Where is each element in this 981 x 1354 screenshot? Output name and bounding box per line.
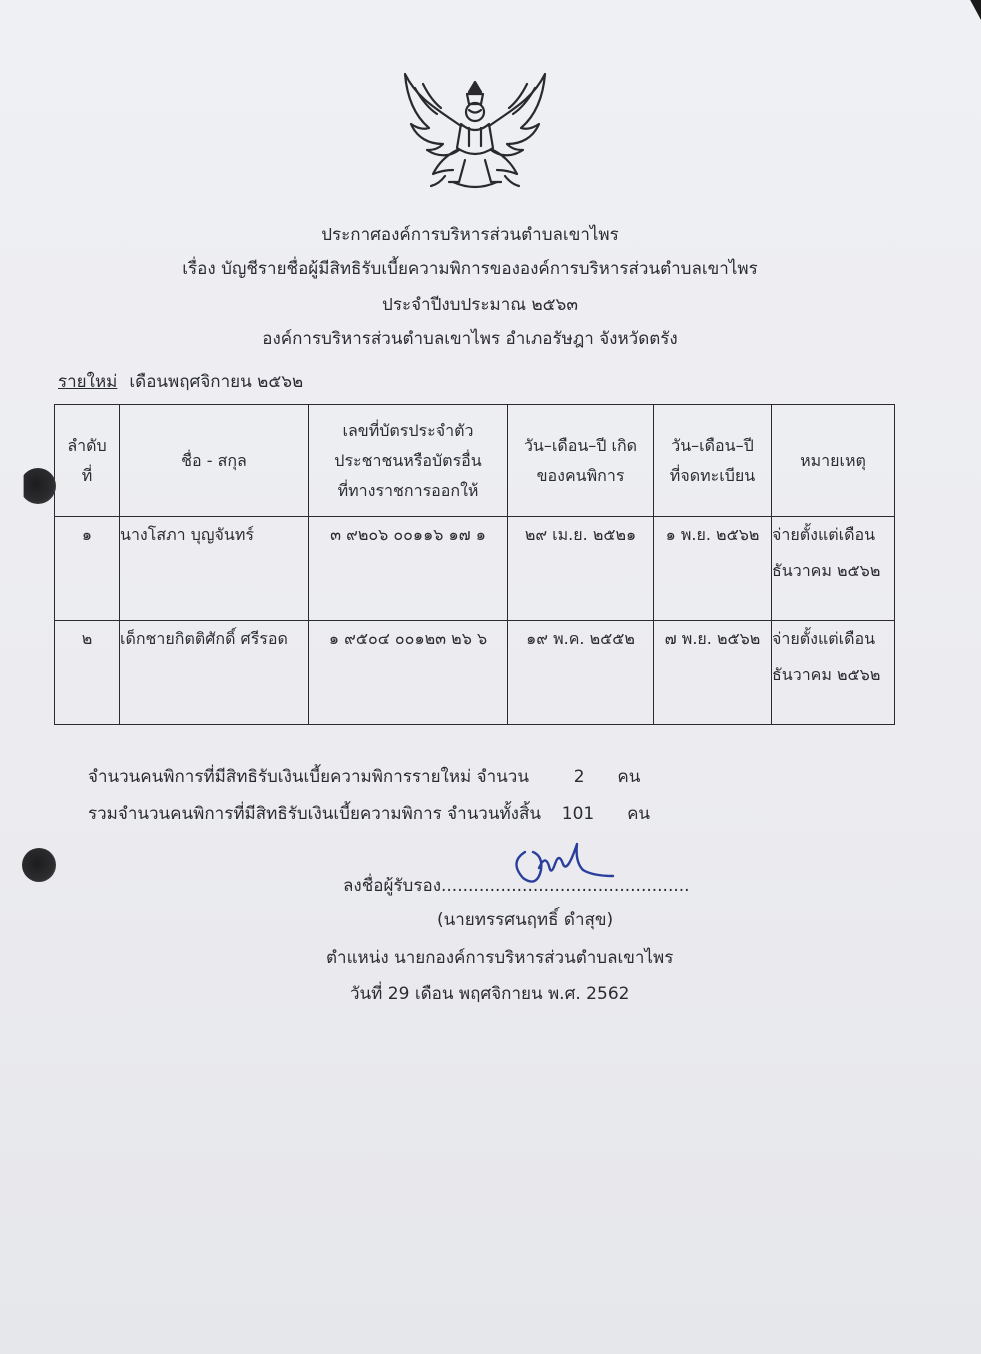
row-registered: ๑ พ.ย. ๒๕๖๒ [654, 517, 772, 621]
beneficiary-table [54, 404, 895, 725]
row-no: ๑ [55, 517, 120, 621]
signed-date: วันที่ 29 เดือน พฤศจิกายน พ.ศ. 2562 [350, 984, 630, 1004]
row-remark: จ่ายตั้งแต่เดือน ธันวาคม ๒๕๖๒ [772, 621, 895, 725]
row-remark: จ่ายตั้งแต่เดือน ธันวาคม ๒๕๖๒ [772, 517, 895, 621]
header-registered: วัน–เดือน–ปี ที่จดทะเบียน [654, 405, 772, 517]
row-name: เด็กชายกิตติศักดิ์ ศรีรอด [120, 621, 309, 725]
table-header-row [55, 405, 895, 517]
page-corner [963, 0, 981, 20]
signer-name: (นายทรรศนฤทธิ์ ดำสุข) [437, 910, 614, 930]
header-birth: วัน–เดือน–ปี เกิด ของคนพิการ [508, 405, 654, 517]
new-count-line: จำนวนคนพิการที่มีสิทธิรับเงินเบี้ยความพิการรายใหม่ จำนวน 2 คน [88, 767, 641, 787]
table-row [55, 517, 895, 621]
row-birth: ๒๙ เม.ย. ๒๕๒๑ [508, 517, 654, 621]
signer-position: ตำแหน่ง นายกองค์การบริหารส่วนตำบลเขาไพร [326, 948, 674, 968]
new-list-label: รายใหม่ [58, 372, 118, 392]
header-name: ชื่อ - สกุล [120, 405, 309, 517]
total-count: 101 [561, 804, 595, 824]
list-month: เดือนพฤศจิกายน ๒๕๖๒ [129, 372, 304, 392]
table-row [55, 621, 895, 725]
punch-hole [22, 848, 56, 882]
row-id: ๑ ๙๕๐๔ ๐๐๑๒๓ ๒๖ ๖ [309, 621, 508, 725]
header-remark: หมายเหตุ [772, 405, 895, 517]
list-subheading [58, 368, 303, 395]
total-count-line: รวมจำนวนคนพิการที่มีสิทธิรับเงินเบี้ยความพิการ จำนวนทั้งสิ้น 101 คน [88, 804, 651, 824]
organization-line: องค์การบริหารส่วนตำบลเขาไพร อำเภอรัษฎา จังหวัดตรัง [262, 329, 678, 349]
row-registered: ๗ พ.ย. ๒๕๖๒ [654, 621, 772, 725]
header-id: เลขที่บัตรประจำตัว ประชาชนหรือบัตรอื่น ที่ทางราชการออกให้ [309, 405, 508, 517]
fiscal-year: ประจำปีงบประมาณ ๒๕๖๓ [382, 295, 578, 315]
header-no: ลำดับ ที่ [55, 405, 120, 517]
certifier-signature-line: ลงชื่อผู้รับรอง.............................................. [343, 876, 690, 896]
row-name: นางโสภา บุญจันทร์ [120, 517, 309, 621]
row-no: ๒ [55, 621, 120, 725]
new-count: 2 [573, 767, 585, 787]
row-id: ๓ ๙๒๐๖ ๐๐๑๑๖ ๑๗ ๑ [309, 517, 508, 621]
punch-hole [20, 468, 56, 504]
announcement-subject: เรื่อง บัญชีรายชื่อผู้มีสิทธิรับเบี้ยความพิการขององค์การบริหารส่วนตำบลเขาไพร [182, 259, 758, 279]
announcement-title: ประกาศองค์การบริหารส่วนตำบลเขาไพร [321, 225, 619, 245]
garuda-emblem-icon [395, 68, 555, 198]
row-birth: ๑๙ พ.ค. ๒๕๕๒ [508, 621, 654, 725]
